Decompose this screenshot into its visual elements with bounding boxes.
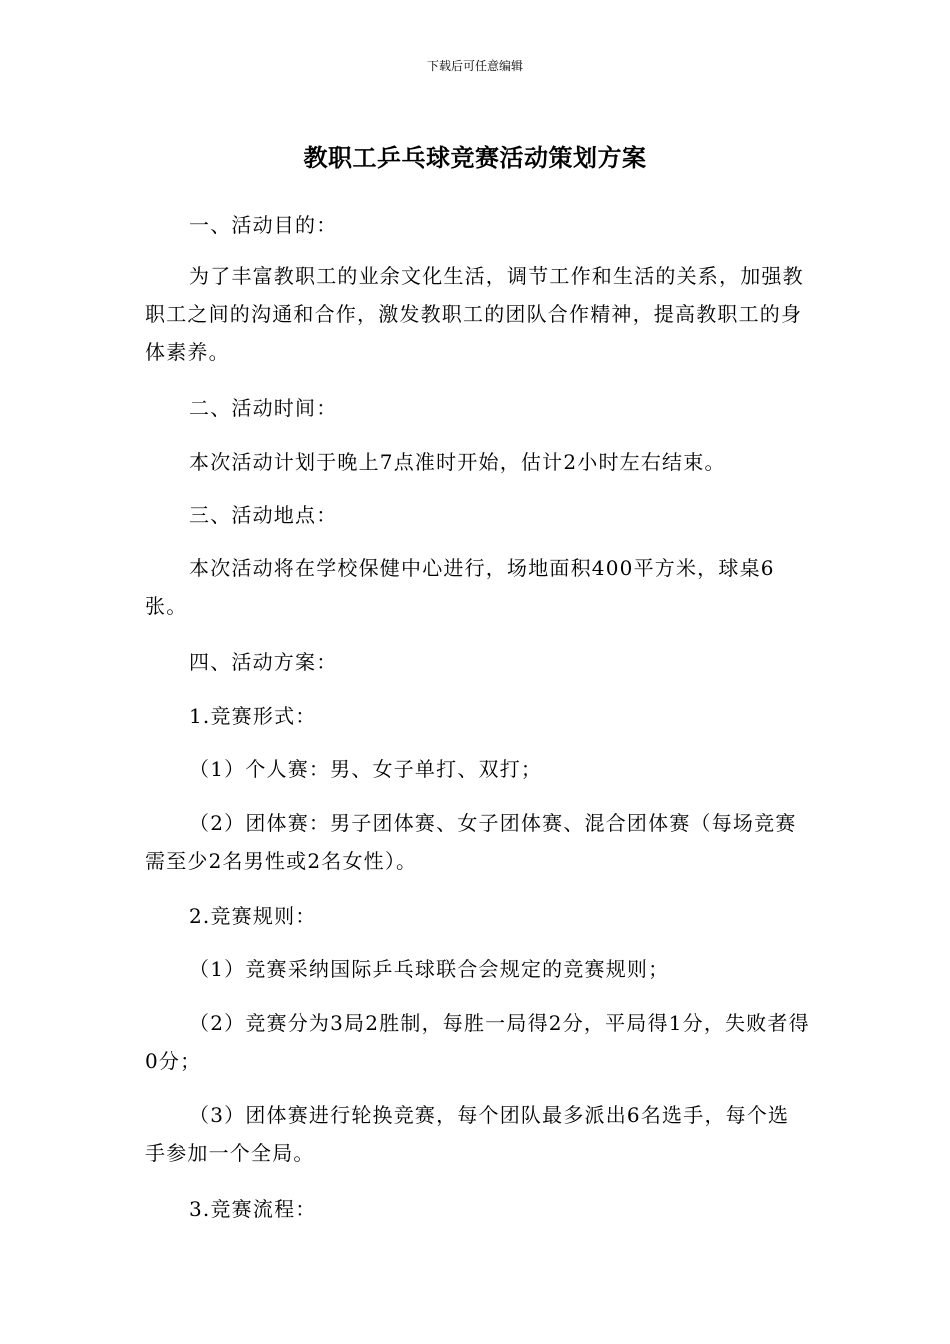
section-heading-plan: 四、活动方案： [189, 650, 338, 674]
list-item-team: （2）团体赛：男子团体赛、女子团体赛、混合团体赛（每场竞赛需至少2名男性或2名女性）。 [145, 811, 797, 873]
list-item-rule-2: （2）竞赛分为3局2胜制，每胜一局得2分，平局得1分，失败者得0分； [145, 1011, 810, 1073]
list-item-rule-3: （3）团体赛进行轮换竞赛，每个团队最多派出6名选手，每个选手参加一个全局。 [145, 1103, 790, 1165]
subheading-rules: 2.竞赛规则： [189, 904, 317, 928]
list-item-individual: （1）个人赛：男、女子单打、双打； [189, 757, 543, 781]
section-heading-time: 二、活动时间： [189, 396, 338, 420]
section-heading-location: 三、活动地点： [189, 503, 338, 527]
paragraph-time: 本次活动计划于晚上7点准时开始，估计2小时左右结束。 [189, 450, 726, 474]
list-item-rule-1: （1）竞赛采纳国际乒乓球联合会规定的竞赛规则； [189, 957, 670, 981]
subheading-format: 1.竞赛形式： [189, 704, 317, 728]
header-note: 下载后可任意编辑 [426, 59, 523, 73]
section-heading-purpose: 一、活动目的： [189, 213, 338, 237]
subheading-process: 3.竞赛流程： [189, 1197, 317, 1221]
paragraph-location: 本次活动将在学校保健中心进行，场地面积400平方米，球桌6张。 [145, 556, 775, 618]
document-title: 教职工乒乓球竞赛活动策划方案 [303, 144, 647, 172]
paragraph-purpose: 为了丰富教职工的业余文化生活，调节工作和生活的关系，加强教职工之间的沟通和合作，激发教职工的团队合作精神，提高教职工的身体素养。 [145, 264, 804, 364]
